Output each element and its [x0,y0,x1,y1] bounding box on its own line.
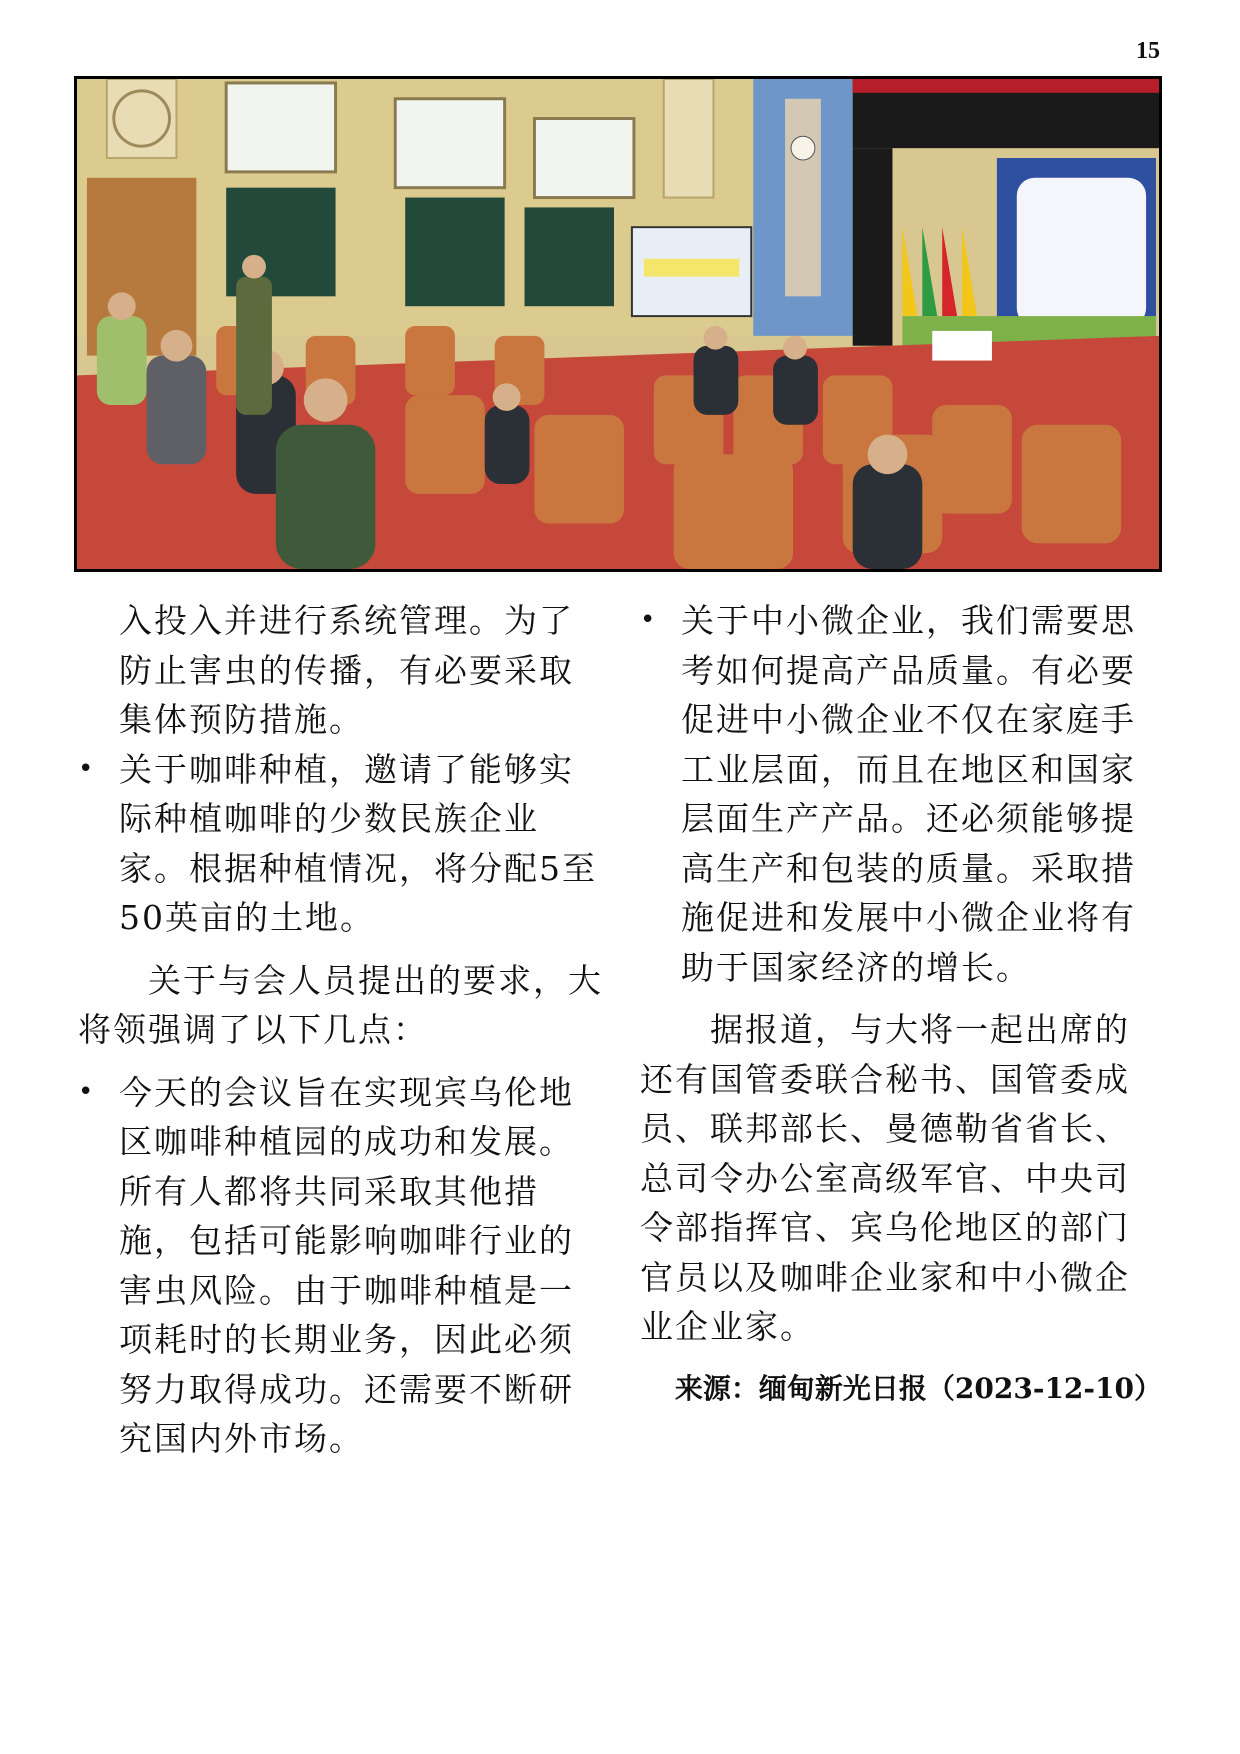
left-column [78,596,608,1464]
page-number: 15 [1136,38,1160,64]
bullet-coffee-planting: • 关于咖啡种植，邀请了能够实际种植咖啡的少数民族企业家。根据种植情况，将分配5至50英亩的土地。 [78,745,608,943]
meeting-hall-photo [74,76,1162,572]
paragraph-attendees: 据报道，与大将一起出席的还有国管委联合秘书、国管委成员、联邦部长、曼德勒省省长、总司令办公室高级军官、中央司令部指挥官、宾乌伦地区的部门官员以及咖啡企业家和中小微企业企业家。 [640,1010,1130,1346]
source-credit: 来源：缅甸新光日报（2023-12-10） [674,1371,1162,1405]
bullet-sme: • 关于中小微企业，我们需要思考如何提高产品质量。有必要促进中小微企业不仅在家庭手工业层面，而且在地区和国家层面生产产品。还必须能够提高生产和包装的质量。采取措施促进和发展中小微企业将有助于国家经济的增长。 [640,596,1162,992]
meeting-photo-illustration [77,79,1159,569]
bullet-meeting-goal: • 今天的会议旨在实现宾乌伦地区咖啡种植园的成功和发展。所有人都将共同采取其他措施，包括可能影响咖啡行业的害虫风险。由于咖啡种植是一项耗时的长期业务，因此必须努力取得成功。还需要不断研究国内外市场。 [78,1068,608,1464]
paragraph-requests: 关于与会人员提出的要求，大将领强调了以下几点： [78,960,603,1049]
continued-paragraph: 入投入并进行系统管理。为了防止害虫的传播，有必要采取集体预防措施。 [119,601,574,739]
right-column [640,596,1162,1413]
